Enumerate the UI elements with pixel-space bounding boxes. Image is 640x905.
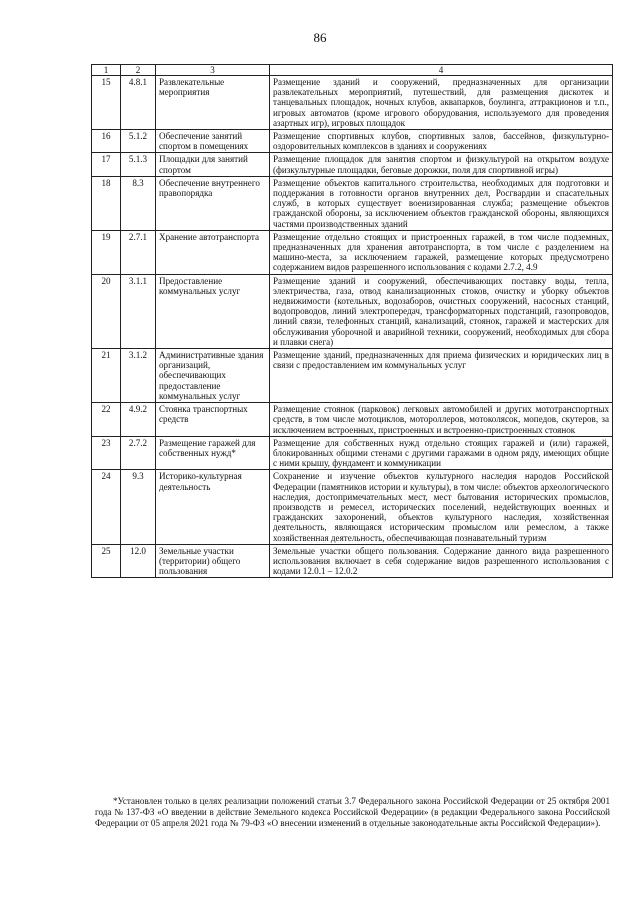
- row-number-cell: 25: [92, 544, 121, 578]
- table-row: [92, 176, 613, 230]
- row-number-cell: 18: [92, 176, 121, 230]
- table-row: [92, 544, 613, 578]
- header-cell: 3: [156, 65, 270, 76]
- row-number-cell: 16: [92, 130, 121, 153]
- use-description-cell: Земельные участки общего пользования. Содержание данного вида разрешенного использования включает в себя содержание видов разрешенного использования с кодами 12.0.1 – 12.0.2: [270, 544, 613, 578]
- row-number-cell: 20: [92, 274, 121, 348]
- use-name-cell: Административные здания организаций, обеспечивающих предоставление коммунальных услуг: [156, 349, 270, 403]
- row-number-cell: 15: [92, 76, 121, 130]
- row-number-cell: 23: [92, 436, 121, 470]
- table-row: [92, 76, 613, 130]
- use-name-cell: Хранение автотранспорта: [156, 230, 270, 274]
- row-number-cell: 17: [92, 153, 121, 176]
- use-description-cell: Размещение для собственных нужд отдельно стоящих гаражей и (или) гаражей, блокированных общими стенами с другими гаражами в одном ряду, имеющих общие с ними крышу, фундамент и коммуникации: [270, 436, 613, 470]
- table-row: [92, 403, 613, 437]
- use-name-cell: Площадки для занятий спортом: [156, 153, 270, 176]
- use-name-cell: Размещение гаражей для собственных нужд*: [156, 436, 270, 470]
- use-name-cell: Развлекательные мероприятия: [156, 76, 270, 130]
- header-cell: 4: [270, 65, 613, 76]
- use-description-cell: Размещение площадок для занятия спортом и физкультурой на открытом воздухе (физкультурные площадки, беговые дорожки, поля для спортивной игры): [270, 153, 613, 176]
- use-description-cell: Размещение зданий и сооружений, обеспечивающих поставку воды, тепла, электричества, газа, отвод канализационных стоков, очистку и уборку объектов недвижимости (котельных, водозаборов, очистных сооружений, насосных станций, водопроводов, линий электропередач, трансформаторных подстанций, газопроводов, линий связи, телефонных станций, канализаций, стоянок, гаражей и мастерских для обслуживания уборочной и аварийной техники, сооружений, необходимых для сбора и плавки снега): [270, 274, 613, 348]
- use-name-cell: Обеспечение внутреннего правопорядка: [156, 176, 270, 230]
- use-description-cell: Сохранение и изучение объектов культурного наследия народов Российской Федерации (памятников истории и культуры), в том числе: объектов археологического наследия, достопримечательных мест, мест бытования исторических промыслов, производств и ремесел, исторических поселений, недействующих военных и гражданских захоронений, объектов культурного наследия, хозяйственная деятельность, являющаяся историческим промыслом или ремеслом, а также хозяйственная деятельность, обеспечивающая познавательный туризм: [270, 470, 613, 544]
- table-row: [92, 349, 613, 403]
- code-cell: 2.7.2: [121, 436, 156, 470]
- code-cell: 4.8.1: [121, 76, 156, 130]
- use-description-cell: Размещение спортивных клубов, спортивных залов, бассейнов, физкультурно-оздоровительных комплексов в зданиях и сооружениях: [270, 130, 613, 153]
- table-row: [92, 470, 613, 544]
- table-row: [92, 153, 613, 176]
- use-description-cell: Размещение зданий и сооружений, предназначенных для организации развлекательных мероприятий, путешествий, для размещения дискотек и танцевальных площадок, ночных клубов, аквапарков, боулинга, аттракционов и т.п., игровых автоматов (кроме игрового оборудования, используемого для проведения азартных игр), игровых площадок: [270, 76, 613, 130]
- table-header-row: [92, 65, 613, 76]
- row-number-cell: 22: [92, 403, 121, 437]
- use-description-cell: Размещение стоянок (парковок) легковых автомобилей и других мототранспортных средств, в том числе мотоциклов, мотороллеров, мотоколясок, мопедов, скутеров, за исключением встроенных, пристроенных и встроенно-пристроенных стоянок: [270, 403, 613, 437]
- header-cell: 1: [92, 65, 121, 76]
- use-description-cell: Размещение объектов капитального строительства, необходимых для подготовки и поддержания в готовности органов внутренних дел, Росгвардии и спасательных служб, в которых существует военизированная служба; размещение объектов гражданской обороны, за исключением объектов гражданской обороны, являющихся частями производственных зданий: [270, 176, 613, 230]
- code-cell: 9.3: [121, 470, 156, 544]
- row-number-cell: 19: [92, 230, 121, 274]
- table-row: [92, 130, 613, 153]
- table-row: [92, 274, 613, 348]
- use-name-cell: Предоставление коммунальных услуг: [156, 274, 270, 348]
- code-cell: 5.1.2: [121, 130, 156, 153]
- row-number-cell: 24: [92, 470, 121, 544]
- code-cell: 3.1.1: [121, 274, 156, 348]
- use-name-cell: Земельные участки (территории) общего пользования: [156, 544, 270, 578]
- use-description-cell: Размещение зданий, предназначенных для приема физических и юридических лиц в связи с предоставлением им коммунальных услуг: [270, 349, 613, 403]
- row-number-cell: 21: [92, 349, 121, 403]
- table-row: [92, 436, 613, 470]
- header-cell: 2: [121, 65, 156, 76]
- footnote: *Установлен только в целях реализации положений статьи 3.7 Федерального закона Российской Федерации от 25 октября 2001 года № 137-ФЗ «О введении в действие Земельного кодекса Российской Федерации» (в редакции Федерального закона Российской Федерации от 05 апреля 2021 года № 79-ФЗ «О внесении изменений в отдельные законодательные акты Российской Федерации»).: [95, 796, 610, 828]
- page-number: 86: [313, 30, 327, 45]
- use-name-cell: Стоянка транспортных средств: [156, 403, 270, 437]
- code-cell: 4.9.2: [121, 403, 156, 437]
- use-name-cell: Обеспечение занятий спортом в помещениях: [156, 130, 270, 153]
- code-cell: 12.0: [121, 544, 156, 578]
- use-name-cell: Историко-культурная деятельность: [156, 470, 270, 544]
- table-row: [92, 230, 613, 274]
- code-cell: 5.1.3: [121, 153, 156, 176]
- code-cell: 2.7.1: [121, 230, 156, 274]
- land-use-table: [91, 64, 613, 578]
- code-cell: 8.3: [121, 176, 156, 230]
- code-cell: 3.1.2: [121, 349, 156, 403]
- use-description-cell: Размещение отдельно стоящих и пристроенных гаражей, в том числе подземных, предназначенных для хранения автотранспорта, в том числе с разделением на машино-места, за исключением гаражей, размещение которых предусмотрено содержанием видов разрешенного использования с кодами 2.7.2, 4.9: [270, 230, 613, 274]
